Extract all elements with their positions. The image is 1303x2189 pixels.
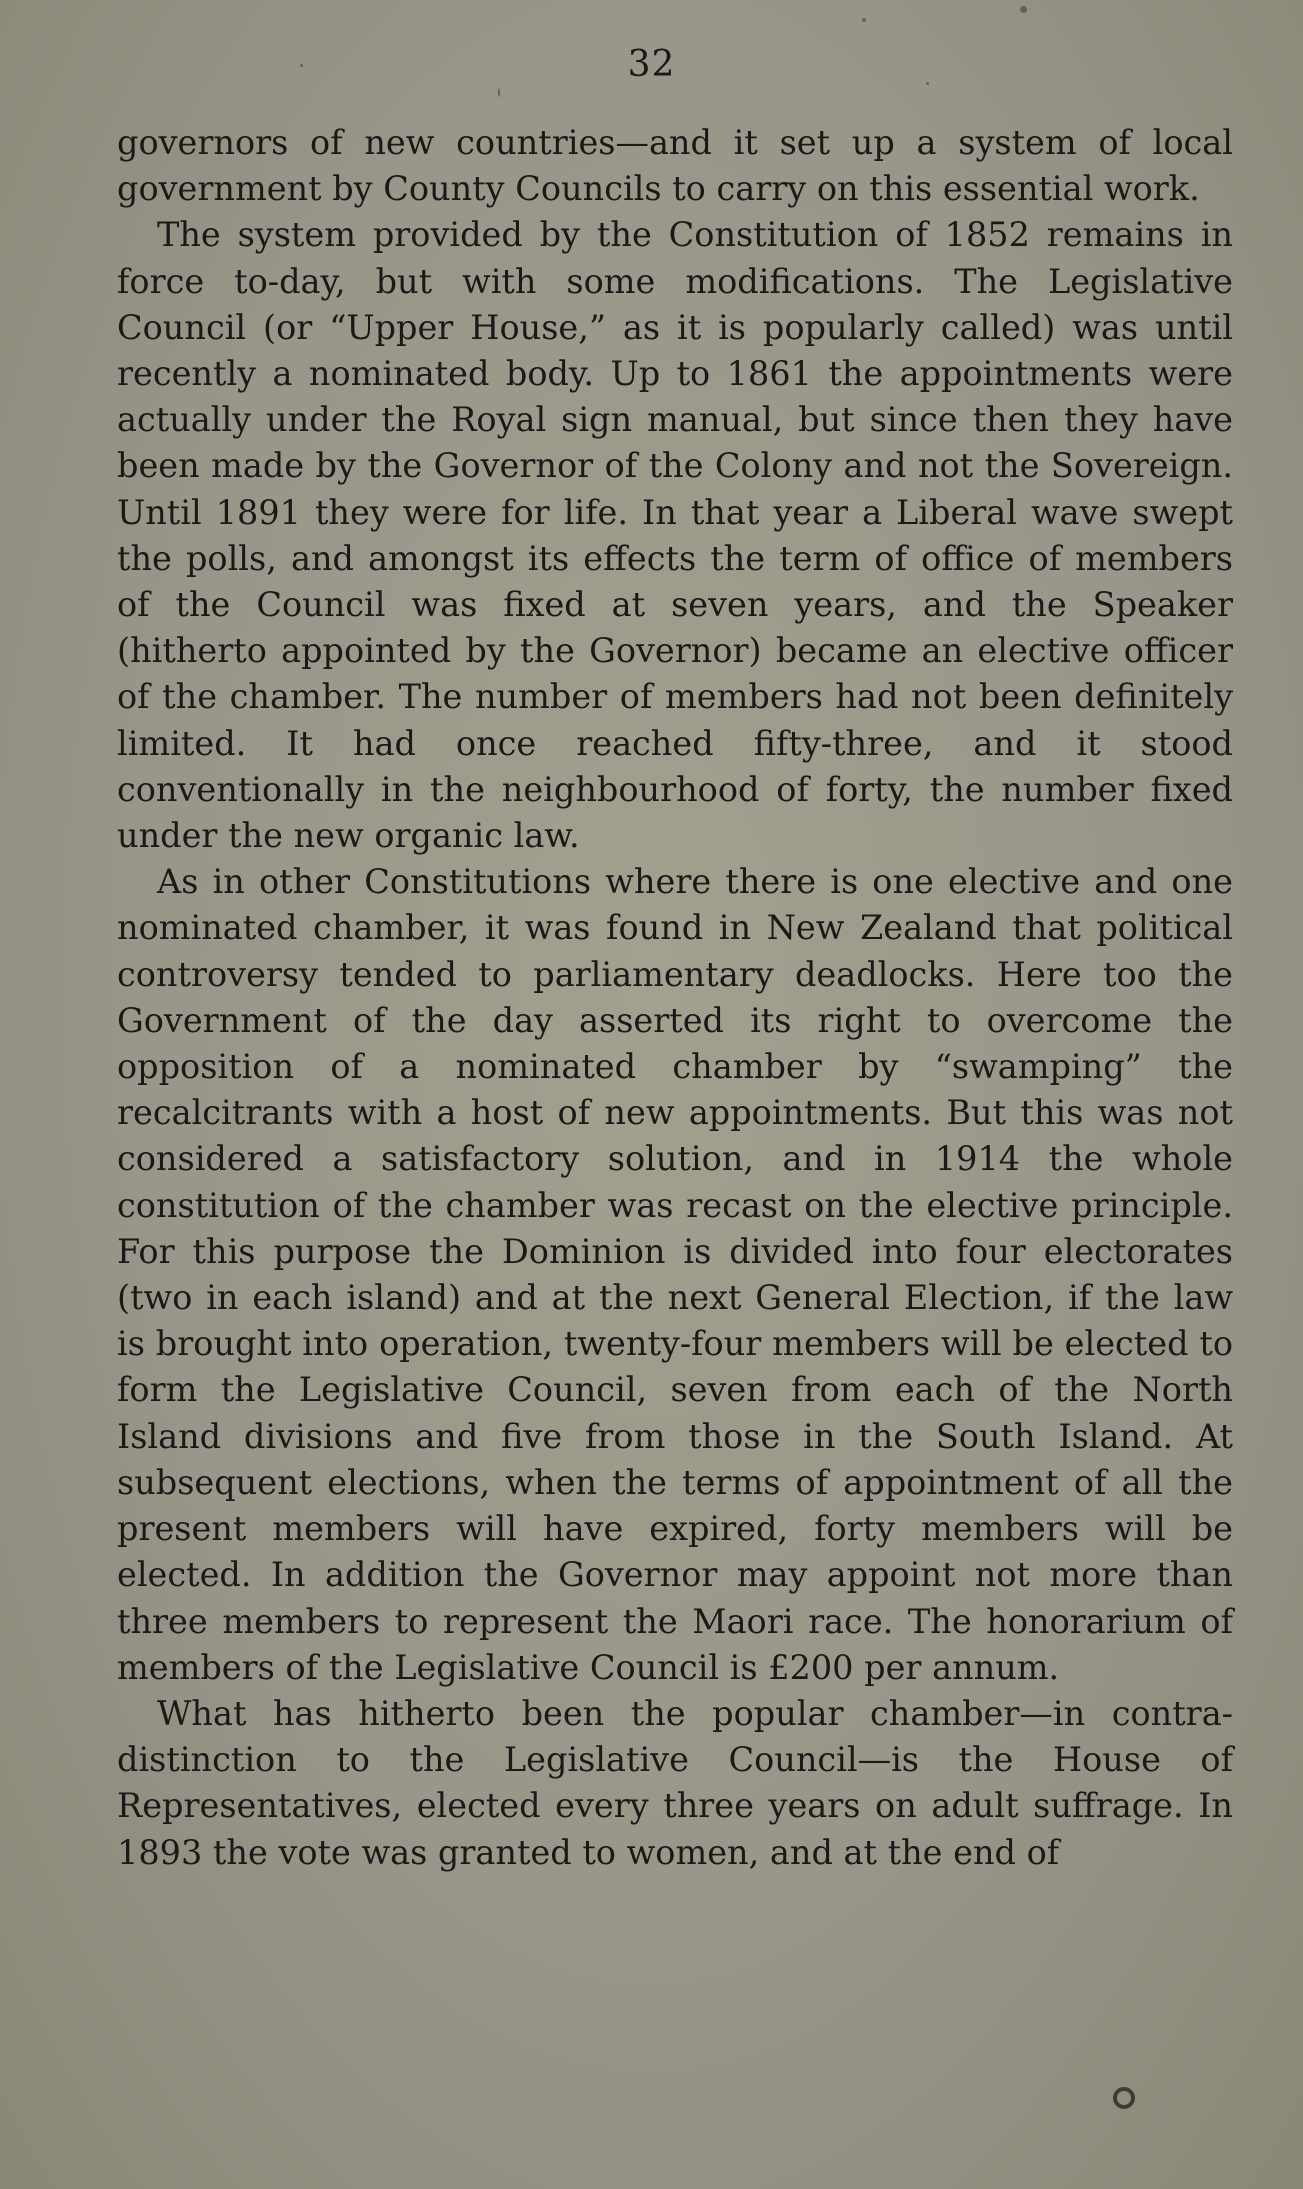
page-body [117, 120, 1233, 1876]
paragraph-local-government: governors of new countries—and it set up a system of local government by County Councils to carry on this essential work. [117, 123, 1233, 209]
corner-ring-mark [1113, 2087, 1135, 2109]
paper-speck [498, 88, 500, 97]
paper-speck [926, 82, 929, 85]
paper-speck [300, 64, 303, 67]
paper-speck [862, 18, 866, 22]
paragraph-house-of-representatives: What has hitherto been the popular chamber—in contradistinction to the Legislative Council—is the House of Representatives, elected every three years on adult suffrage. In 1893 the vote was granted to women, and at the end of [117, 1693, 1233, 1872]
paragraph-elective-principle: As in other Constitutions where there is one elective and one nominated chamber, it was found in New Zealand that political controversy tended to parliamentary deadlocks. Here too the Government of the day asserted its right to overcome the opposition of a nominated chamber by “swamping” the recalcitrants with a host of new appointments. But this was not considered a satisfactory solution, and in 1914 the whole constitution of the chamber was recast on the elective principle. For this purpose the Dominion is divided into four electorates (two in each island) and at the next General Election, if the law is brought into operation, twenty-four members will be elected to form the Legislative Council, seven from each of the North Island divisions and five from those in the South Island. At subsequent elections, when the terms of appointment of all the present members will have expired, forty members will be elected. In addition the Governor may appoint not more than three members to represent the Maori race. The honorarium of members of the Legislative Council is £200 per annum. [117, 862, 1233, 1687]
page-number: 32 [627, 44, 676, 85]
paper-speck [1020, 6, 1027, 13]
paragraph-legislative-council: The system provided by the Constitution of 1852 remains in force to-day, but with some modifications. The Legislative Council (or “Upper House,” as it is popularly called) was until recently a nominated body. Up to 1861 the appointments were actually under the Royal sign manual, but since then they have been made by the Governor of the Colony and not the Sovereign. Until 1891 they were for life. In that year a Liberal wave swept the polls, and amongst its effects the term of office of members of the Council was fixed at seven years, and the Speaker (hitherto appointed by the Governor) became an elective officer of the chamber. The number of members had not been definitely limited. It had once reached fifty-three, and it stood conventionally in the neighbourhood of forty, the number fixed under the new organic law. [117, 215, 1233, 856]
